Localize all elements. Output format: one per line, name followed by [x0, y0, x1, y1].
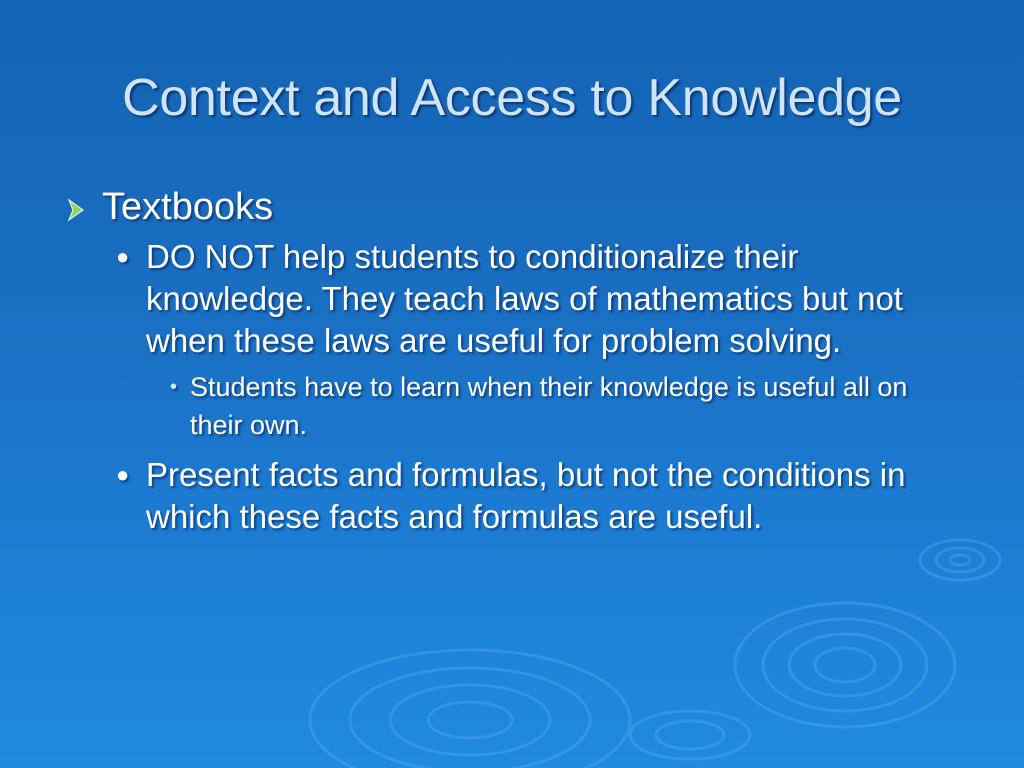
bullet-level2-text: Present facts and formulas, but not the conditions in which these facts and formulas are useful.: [146, 456, 906, 535]
bullet-level2: [116, 454, 946, 538]
bullet-level1-label: Textbooks: [102, 186, 274, 228]
arrow-bullet-icon: [62, 196, 90, 224]
round-bullet-icon: ●: [116, 244, 130, 269]
bullet-level2: [116, 236, 946, 362]
bullet-level2-text: DO NOT help students to conditionalize their knowledge. They teach laws of mathematics but not when these laws are useful for problem solving.: [146, 238, 903, 359]
bullet-level3-text: Students have to learn when their knowledge is useful all on their own.: [190, 372, 908, 440]
round-bullet-icon: ●: [116, 462, 130, 487]
bullet-level1: [62, 182, 962, 232]
slide-content: [62, 182, 962, 538]
slide-title: Context and Access to Knowledge: [122, 69, 902, 127]
small-bullet-icon: •: [170, 376, 178, 398]
bullet-level3: [170, 368, 910, 444]
